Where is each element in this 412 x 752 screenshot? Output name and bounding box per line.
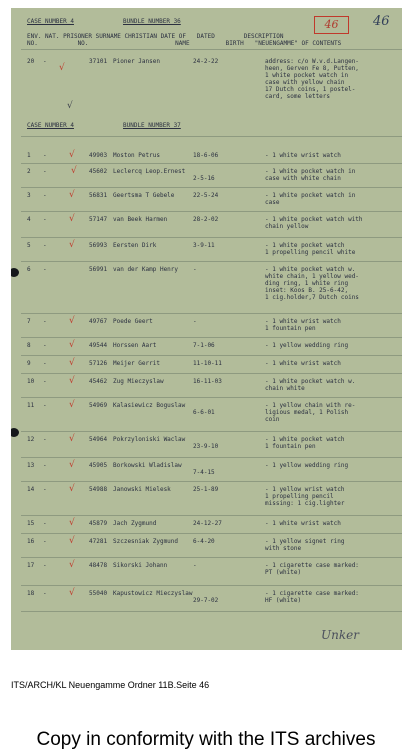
date-of-birth: 22-5-24 (193, 192, 219, 199)
row-divider (21, 585, 402, 586)
prisoner-number: 45462 (89, 378, 108, 385)
prisoner-name: Eersten Dirk (113, 242, 157, 249)
contents-description: - 1 white wrist watch (265, 152, 341, 159)
red-check-mark: √ (69, 150, 75, 160)
entry-number: 15 (27, 520, 35, 527)
entry-number: 3 (27, 192, 31, 199)
red-check-mark: √ (69, 484, 75, 494)
contents-description: - 1 white pocket watch with chain yellow (265, 216, 363, 230)
entry-dash: - (43, 342, 47, 349)
entry-number: 10 (27, 378, 35, 385)
row-divider (21, 163, 402, 164)
contents-description: - 1 yellow chain with re- ligious medal, 1 Polish coin (265, 402, 356, 423)
red-check-mark: √ (71, 166, 77, 176)
prisoner-number: 55040 (89, 590, 108, 597)
row-divider (21, 355, 402, 356)
column-headers-line2: NO. NO. NAME BIRTH "NEUENGAMME" OF CONTENTS (27, 40, 342, 47)
entry-number: 2 (27, 168, 31, 175)
case-number-heading-2: CASE NUMBER 4 (27, 122, 74, 129)
red-check-mark: √ (69, 400, 75, 410)
row-divider (21, 313, 402, 314)
date-of-birth: 11-10-11 (193, 360, 222, 367)
row-divider (21, 237, 402, 238)
archive-document-scan (11, 8, 402, 650)
row-divider (21, 431, 402, 432)
date-of-birth: 7-1-06 (193, 342, 215, 349)
red-check-mark: √ (69, 588, 75, 598)
entry-dash: - (43, 520, 47, 527)
red-check-mark: √ (69, 460, 75, 470)
contents-description: - 1 white wrist watch 1 fountain pen (265, 318, 341, 332)
entry-dash: - (43, 216, 47, 223)
date-of-birth: - (193, 562, 197, 569)
prisoner-number: 54964 (89, 436, 108, 443)
prisoner-name: Szczesniak Zygmund (113, 538, 179, 545)
date-of-birth: 7-4-15 (193, 469, 215, 476)
red-check-mark: √ (69, 358, 75, 368)
entry-dash: - (43, 318, 47, 325)
red-check-mark: √ (69, 376, 75, 386)
prisoner-name: Meijer Gerrit (113, 360, 160, 367)
prisoner-name: van der Kamp Henry (113, 266, 179, 273)
row-divider (21, 373, 402, 374)
column-headers-line1: ENV. NAT. PRISONER SURNAME CHRISTIAN DATE OF DATED DESCRIPTION (27, 33, 284, 40)
entry-number: 11 (27, 402, 35, 409)
entry-number: 16 (27, 538, 35, 545)
prisoner-name: Pioner Jansen (113, 58, 160, 65)
contents-description: - 1 white wrist watch (265, 360, 341, 367)
entry-number: 4 (27, 216, 31, 223)
contents-description: - 1 yellow wedding ring (265, 462, 349, 469)
entry-dash: - (43, 152, 47, 159)
contents-description: - 1 cigarette case marked: PT (white) (265, 562, 359, 576)
entry-number: 12 (27, 436, 35, 443)
prisoner-name: Horssen Aart (113, 342, 157, 349)
entry-number: 14 (27, 486, 35, 493)
entry-dash: - (43, 168, 47, 175)
prisoner-name: Janowski Mielesk (113, 486, 171, 493)
red-check-mark: √ (69, 214, 75, 224)
prisoner-name: Pokrzyloniski Waclaw (113, 436, 186, 443)
row-divider (21, 611, 402, 612)
handwritten-signature: Unker (321, 628, 359, 642)
date-of-birth: 6-6-01 (193, 409, 215, 416)
prisoner-number: 56831 (89, 192, 108, 199)
entry-number: 7 (27, 318, 31, 325)
contents-description: - 1 white pocket watch w. white chain, 1 yellow wed- ding ring, 1 white ring inset: Koos B. 25-6-42, 1 cig.holder,7 Dutch coins (265, 266, 359, 301)
prisoner-name: Leclercq Leop.Ernest (113, 168, 186, 175)
header-rule (21, 49, 402, 50)
date-of-birth: 23-9-10 (193, 443, 219, 450)
entry-dash: - (43, 402, 47, 409)
prisoner-name: Kapustowicz Mieczyslaw (113, 590, 193, 597)
punch-hole-mark (11, 428, 19, 437)
prisoner-number: 54988 (89, 486, 108, 493)
prisoner-number: 57147 (89, 216, 108, 223)
prisoner-name: Moston Petrus (113, 152, 160, 159)
date-of-birth: 25-1-89 (193, 486, 219, 493)
contents-description: - 1 yellow signet ring with stone (265, 538, 345, 552)
prisoner-name: Zug Mieczyslaw (113, 378, 164, 385)
bundle-number-heading-2: BUNDLE NUMBER 37 (123, 122, 181, 129)
conformity-footer: Copy in conformity with the ITS archives (36, 729, 376, 750)
date-of-birth: 24-2-22 (193, 58, 219, 65)
handwritten-page-number: 46 (373, 14, 390, 29)
red-check-mark: √ (69, 536, 75, 546)
prisoner-number: 57126 (89, 360, 108, 367)
entry-dash: - (43, 538, 47, 545)
date-of-birth: 29-7-02 (193, 597, 219, 604)
date-of-birth: 24-12-27 (193, 520, 222, 527)
red-check-mark: √ (69, 240, 75, 250)
date-of-birth: - (193, 318, 197, 325)
contents-description: - 1 white pocket watch 1 propelling pencil white (265, 242, 356, 256)
contents-description: - 1 white pocket watch 1 fountain pen (265, 436, 345, 450)
contents-description: - 1 white pocket watch w. chain white (265, 378, 356, 392)
row-divider (21, 187, 402, 188)
date-of-birth: 6-4-20 (193, 538, 215, 545)
entry-dash: - (43, 462, 47, 469)
entry-number: 8 (27, 342, 31, 349)
date-of-birth: 28-2-02 (193, 216, 219, 223)
date-of-birth: 3-9-11 (193, 242, 215, 249)
entry-dash: - (43, 590, 47, 597)
prisoner-number: 49903 (89, 152, 108, 159)
entry-dash: - (43, 242, 47, 249)
prisoner-name: van Beek Harmen (113, 216, 168, 223)
prisoner-name: Kalasiewicz Boguslaw (113, 402, 186, 409)
contents-description: - 1 cigarette case marked: HF (white) (265, 590, 359, 604)
red-check-mark: √ (69, 316, 75, 326)
section-rule (21, 136, 402, 137)
row-divider (21, 337, 402, 338)
entry-dash: - (43, 266, 47, 273)
red-check-mark: √ (59, 63, 65, 73)
red-check-mark: √ (69, 560, 75, 570)
prisoner-name: Geertsma T Gebele (113, 192, 175, 199)
contents-description: - 1 white wrist watch (265, 520, 341, 527)
row-divider (21, 557, 402, 558)
prisoner-number: 37101 (89, 58, 108, 65)
red-page-stamp: 46 (314, 16, 349, 34)
entry-dash: - (43, 58, 47, 65)
date-of-birth: 2-5-16 (193, 175, 215, 182)
row-divider (21, 457, 402, 458)
red-check-mark: √ (69, 190, 75, 200)
date-of-birth: 18-6-06 (193, 152, 219, 159)
row-divider (21, 211, 402, 212)
entry-dash: - (43, 378, 47, 385)
prisoner-name: Sikorski Johann (113, 562, 168, 569)
date-of-birth: - (193, 266, 197, 273)
entry-number: 13 (27, 462, 35, 469)
contents-description: - 1 white pocket watch in case with white chain (265, 168, 356, 182)
entry-number: 18 (27, 590, 35, 597)
contents-description: - 1 white pocket watch in case (265, 192, 356, 206)
entry-number: 1 (27, 152, 31, 159)
entry-number: 17 (27, 562, 35, 569)
contents-description: - 1 yellow wedding ring (265, 342, 349, 349)
case-number-heading: CASE NUMBER 4 (27, 18, 74, 25)
entry-dash: - (43, 360, 47, 367)
punch-hole-mark (11, 268, 19, 277)
prisoner-number: 45602 (89, 168, 108, 175)
check-mark: √ (67, 101, 73, 111)
contents-description: - 1 yellow wrist watch 1 propelling pencil missing: 1 cig.lighter (265, 486, 345, 507)
prisoner-number: 45879 (89, 520, 108, 527)
prisoner-number: 45905 (89, 462, 108, 469)
row-divider (21, 533, 402, 534)
entry-number: 5 (27, 242, 31, 249)
prisoner-number: 56993 (89, 242, 108, 249)
red-check-mark: √ (69, 340, 75, 350)
archive-reference-caption: ITS/ARCH/KL Neuengamme Ordner 11B.Seite 46 (11, 680, 210, 690)
prisoner-number: 49544 (89, 342, 108, 349)
prisoner-number: 56991 (89, 266, 108, 273)
prisoner-name: Borkowski Wladislaw (113, 462, 182, 469)
contents-description: address: c/o W.v.d.Langen- heen, Gerven Fe 8, Putten, 1 white pocket watch in case with yellow chain 17 Dutch coins, 1 postel- card, some letters (265, 58, 359, 100)
entry-dash: - (43, 486, 47, 493)
date-of-birth: 16-11-03 (193, 378, 222, 385)
entry-number: 6 (27, 266, 31, 273)
entry-dash: - (43, 562, 47, 569)
entry-number: 9 (27, 360, 31, 367)
prisoner-number: 47281 (89, 538, 108, 545)
entry-number: 20 (27, 58, 35, 65)
prisoner-name: Jach Zygmund (113, 520, 157, 527)
prisoner-number: 48478 (89, 562, 108, 569)
row-divider (21, 515, 402, 516)
row-divider (21, 261, 402, 262)
prisoner-number: 49767 (89, 318, 108, 325)
bundle-number-heading: BUNDLE NUMBER 36 (123, 18, 181, 25)
entry-dash: - (43, 192, 47, 199)
entry-dash: - (43, 436, 47, 443)
prisoner-name: Poede Geert (113, 318, 153, 325)
row-divider (21, 397, 402, 398)
prisoner-number: 54969 (89, 402, 108, 409)
red-check-mark: √ (69, 518, 75, 528)
row-divider (21, 481, 402, 482)
red-check-mark: √ (69, 434, 75, 444)
